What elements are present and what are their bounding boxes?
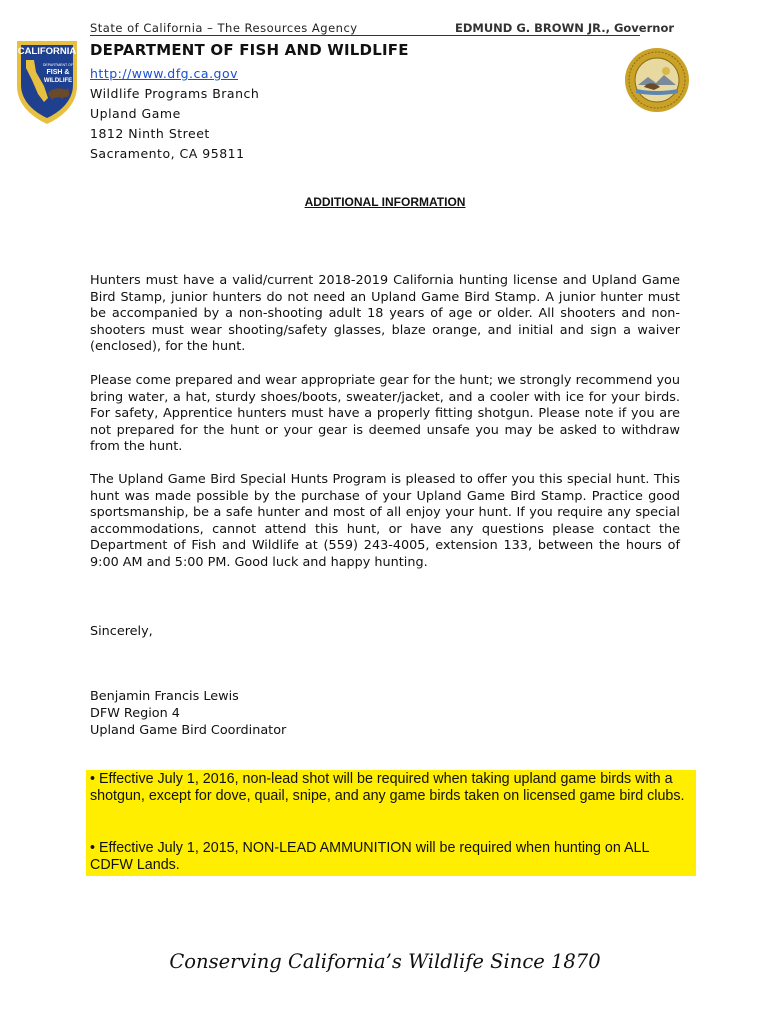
- notice-item: • Effective July 1, 2015, NON-LEAD AMMUNITION will be required when hunting on ALL CDFW Lands.: [90, 840, 649, 874]
- website-link[interactable]: http://www.dfg.ca.gov: [90, 66, 239, 81]
- department-name: DEPARTMENT OF FISH AND WILDLIFE: [90, 41, 409, 59]
- signer-region: DFW Region 4: [90, 706, 180, 721]
- paragraph: Please come prepared and wear appropriate gear for the hunt; we strongly recommend you bring water, a hat, sturdy shoes/boots, sweater/jacket, and a cooler with ice for your birds. For safety, Apprentice hunters must have a properly fitting shotgun. Please note if you are not prepared for the hunt or your gear is deemed unsafe you may be asked to withdraw from the hunt.: [90, 373, 680, 455]
- address-line: 1812 Ninth Street: [90, 126, 210, 141]
- footer-motto: Conserving California’s Wildlife Since 1870: [169, 950, 601, 973]
- svg-text:WILDLIFE: WILDLIFE: [43, 78, 73, 84]
- address-line: Upland Game: [90, 106, 181, 121]
- notice-item: • Effective July 1, 2016, non-lead shot will be required when taking upland game birds with a shotgun, except for dove, quail, snipe, and any game birds taken on licensed game bird clubs.: [90, 771, 685, 805]
- paragraph: The Upland Game Bird Special Hunts Program is pleased to offer you this special hunt. This hunt was made possible by the purchase of your Upland Game Bird Stamp. Practice good sportsmanship, be a safe hunter and most of all enjoy your hunt. If you require any special accommodations, cannot attend this hunt, or have any questions please contact the Department of Fish and Wildlife at (559) 243-4005, extension 133, between the hours of 9:00 AM and 5:00 PM. Good luck and happy hunting.: [90, 472, 680, 570]
- svg-text:DEPARTMENT OF: DEPARTMENT OF: [42, 63, 74, 67]
- closing: Sincerely,: [90, 624, 153, 639]
- address-line: Wildlife Programs Branch: [90, 86, 260, 101]
- paragraph: Hunters must have a valid/current 2018-2019 California hunting license and Upland Game Bird Stamp, junior hunters do not need an Upland Game Bird Stamp. A junior hunter must be accompanied by a non-shooting adult 18 years of age or older. All shooters and non-shooters must wear shooting/safety glasses, blaze orange, and initial and sign a waiver (enclosed), for the hunt.: [90, 273, 680, 355]
- address-line: Sacramento, CA 95811: [90, 146, 245, 161]
- agency-name: State of California – The Resources Agency: [90, 21, 358, 35]
- governor-name: EDMUND G. BROWN JR., Governor: [455, 21, 675, 35]
- cdfw-logo: [14, 38, 80, 126]
- svg-text:CALIFORNIA: CALIFORNIA: [17, 46, 77, 57]
- page-title: ADDITIONAL INFORMATION: [304, 195, 466, 209]
- signer-title: Upland Game Bird Coordinator: [90, 723, 287, 738]
- state-seal: [624, 47, 690, 113]
- svg-text:FISH &: FISH &: [46, 69, 70, 76]
- signer-name: Benjamin Francis Lewis: [90, 689, 239, 704]
